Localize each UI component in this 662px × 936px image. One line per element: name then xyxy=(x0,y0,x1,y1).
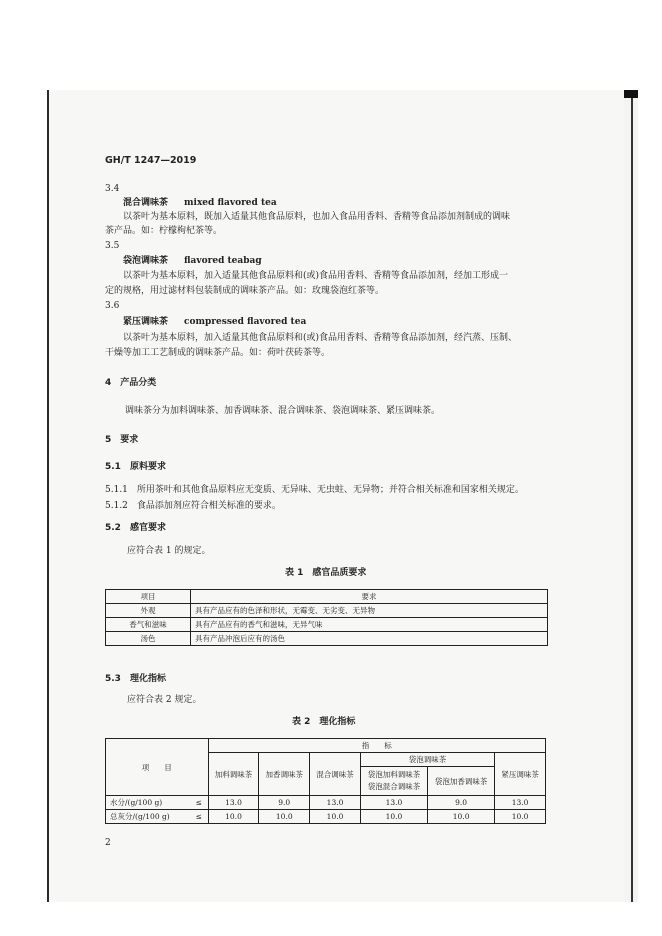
clause-number: 3.6 xyxy=(105,301,120,311)
standard-code: GH/T 1247—2019 xyxy=(105,155,197,166)
table-header-row xyxy=(106,590,548,604)
table-header-row xyxy=(106,739,546,753)
subsection-heading: 5.2 感官要求 xyxy=(105,523,166,533)
paragraph: 5.1.2 食品添加剂应符合相关标准的要求。 xyxy=(105,501,281,511)
term-en: flavored teabag xyxy=(184,256,262,266)
table-cell: 10.0 xyxy=(208,810,259,824)
section-heading: 4 产品分类 xyxy=(105,378,157,388)
table-header: 加香调味茶 xyxy=(259,753,310,796)
table-cell: 9.0 xyxy=(259,796,310,810)
table-cell: ≤ xyxy=(190,810,208,824)
table-cell: 10.0 xyxy=(310,810,361,824)
table-cell: 具有产品应有的色泽和形状，无霉变、无劣变、无异物 xyxy=(191,604,548,618)
table-header: 要求 xyxy=(191,590,548,604)
definition-line: 茶产品。如：柠檬枸杞茶等。 xyxy=(105,226,223,236)
definition-line: 以茶叶为基本原料，既加入适量其他食品原料，也加入食品用香料、香精等食品添加剂制成的调味 xyxy=(123,212,511,222)
scan-edge-tab xyxy=(624,90,638,98)
table-header-line: 袋泡加料调味茶 xyxy=(367,770,421,779)
paragraph: 5.1.1 所用茶叶和其他食品原料应无变质、无异味、无虫蛀、无异物；并符合相关标准和国家相关规定。 xyxy=(105,485,524,495)
subsection-heading: 5.1 原料要求 xyxy=(105,462,166,472)
physicochemical-table xyxy=(105,738,546,824)
paragraph: 应符合表 1 的规定。 xyxy=(127,546,211,556)
term-en: compressed flavored tea xyxy=(184,317,307,327)
section-heading: 5 要求 xyxy=(105,435,139,445)
table-cell: 香气和滋味 xyxy=(106,618,191,632)
scan-edge xyxy=(624,90,638,902)
sensory-table xyxy=(105,589,548,646)
subsection-heading: 5.3 理化指标 xyxy=(105,674,166,684)
paragraph: 调味茶分为加料调味茶、加香调味茶、混合调味茶、袋泡调味茶、紧压调味茶。 xyxy=(125,406,441,416)
table-cell: 13.0 xyxy=(360,796,427,810)
term-cn: 紧压调味茶 xyxy=(123,317,169,327)
table-header: 紧压调味茶 xyxy=(495,753,546,796)
table-cell: 13.0 xyxy=(208,796,259,810)
table-cell: 9.0 xyxy=(428,796,495,810)
table-cell: 总灰分/(g/100 g) xyxy=(106,810,190,824)
table-cell: 具有产品应有的香气和滋味，无异气味 xyxy=(191,618,548,632)
table-header: 指 标 xyxy=(208,739,545,753)
table-cell: 具有产品冲泡后应有的汤色 xyxy=(191,632,548,646)
table-cell: 13.0 xyxy=(310,796,361,810)
table-row xyxy=(106,810,546,824)
term-cn: 袋泡调味茶 xyxy=(123,256,169,266)
clause-number: 3.4 xyxy=(105,184,120,194)
scan-edge-line xyxy=(631,98,633,902)
paragraph: 应符合表 2 规定。 xyxy=(127,695,202,705)
definition-line: 以茶叶为基本原料，加入适量其他食品原料和(或)食品用香料、香精等食品添加剂，经加工形成一 xyxy=(123,271,509,281)
table-cell: 水分/(g/100 g) xyxy=(106,796,190,810)
table-header: 袋泡调味茶 xyxy=(360,753,494,767)
table-caption: 表 2 理化指标 xyxy=(292,717,356,727)
table-row xyxy=(106,796,546,810)
table-header: 加料调味茶 xyxy=(208,753,259,796)
table-header: 项目 xyxy=(106,590,191,604)
term-en: mixed flavored tea xyxy=(184,198,277,208)
table-header-line: 袋泡混合调味茶 xyxy=(367,782,421,791)
clause-number: 3.5 xyxy=(105,241,120,251)
table-cell: 13.0 xyxy=(495,796,546,810)
table-header: 袋泡加香调味茶 xyxy=(428,767,495,796)
definition-line: 定的规格，用过滤材料包装制成的调味茶产品。如：玫瑰袋泡红茶等。 xyxy=(105,286,385,296)
table-cell: 10.0 xyxy=(259,810,310,824)
table-row xyxy=(106,604,548,618)
table-cell: 10.0 xyxy=(360,810,427,824)
table-cell: 外观 xyxy=(106,604,191,618)
table-caption: 表 1 感官品质要求 xyxy=(285,568,367,578)
table-header: 混合调味茶 xyxy=(310,753,361,796)
table-header xyxy=(360,767,427,796)
page-number: 2 xyxy=(105,838,111,848)
term-cn: 混合调味茶 xyxy=(123,198,169,208)
table-cell: 汤色 xyxy=(106,632,191,646)
definition-line: 干燥等加工工艺制成的调味茶产品。如：荷叶茯砖茶等。 xyxy=(105,348,331,358)
table-row xyxy=(106,632,548,646)
definition-line: 以茶叶为基本原料，加入适量其他食品原料和(或)食品用香料、香精等食品添加剂，经汽蒸、压制、 xyxy=(123,333,518,343)
table-cell: 10.0 xyxy=(428,810,495,824)
table-header: 项 目 xyxy=(106,739,209,796)
table-cell: ≤ xyxy=(190,796,208,810)
table-cell: 10.0 xyxy=(495,810,546,824)
table-row xyxy=(106,618,548,632)
